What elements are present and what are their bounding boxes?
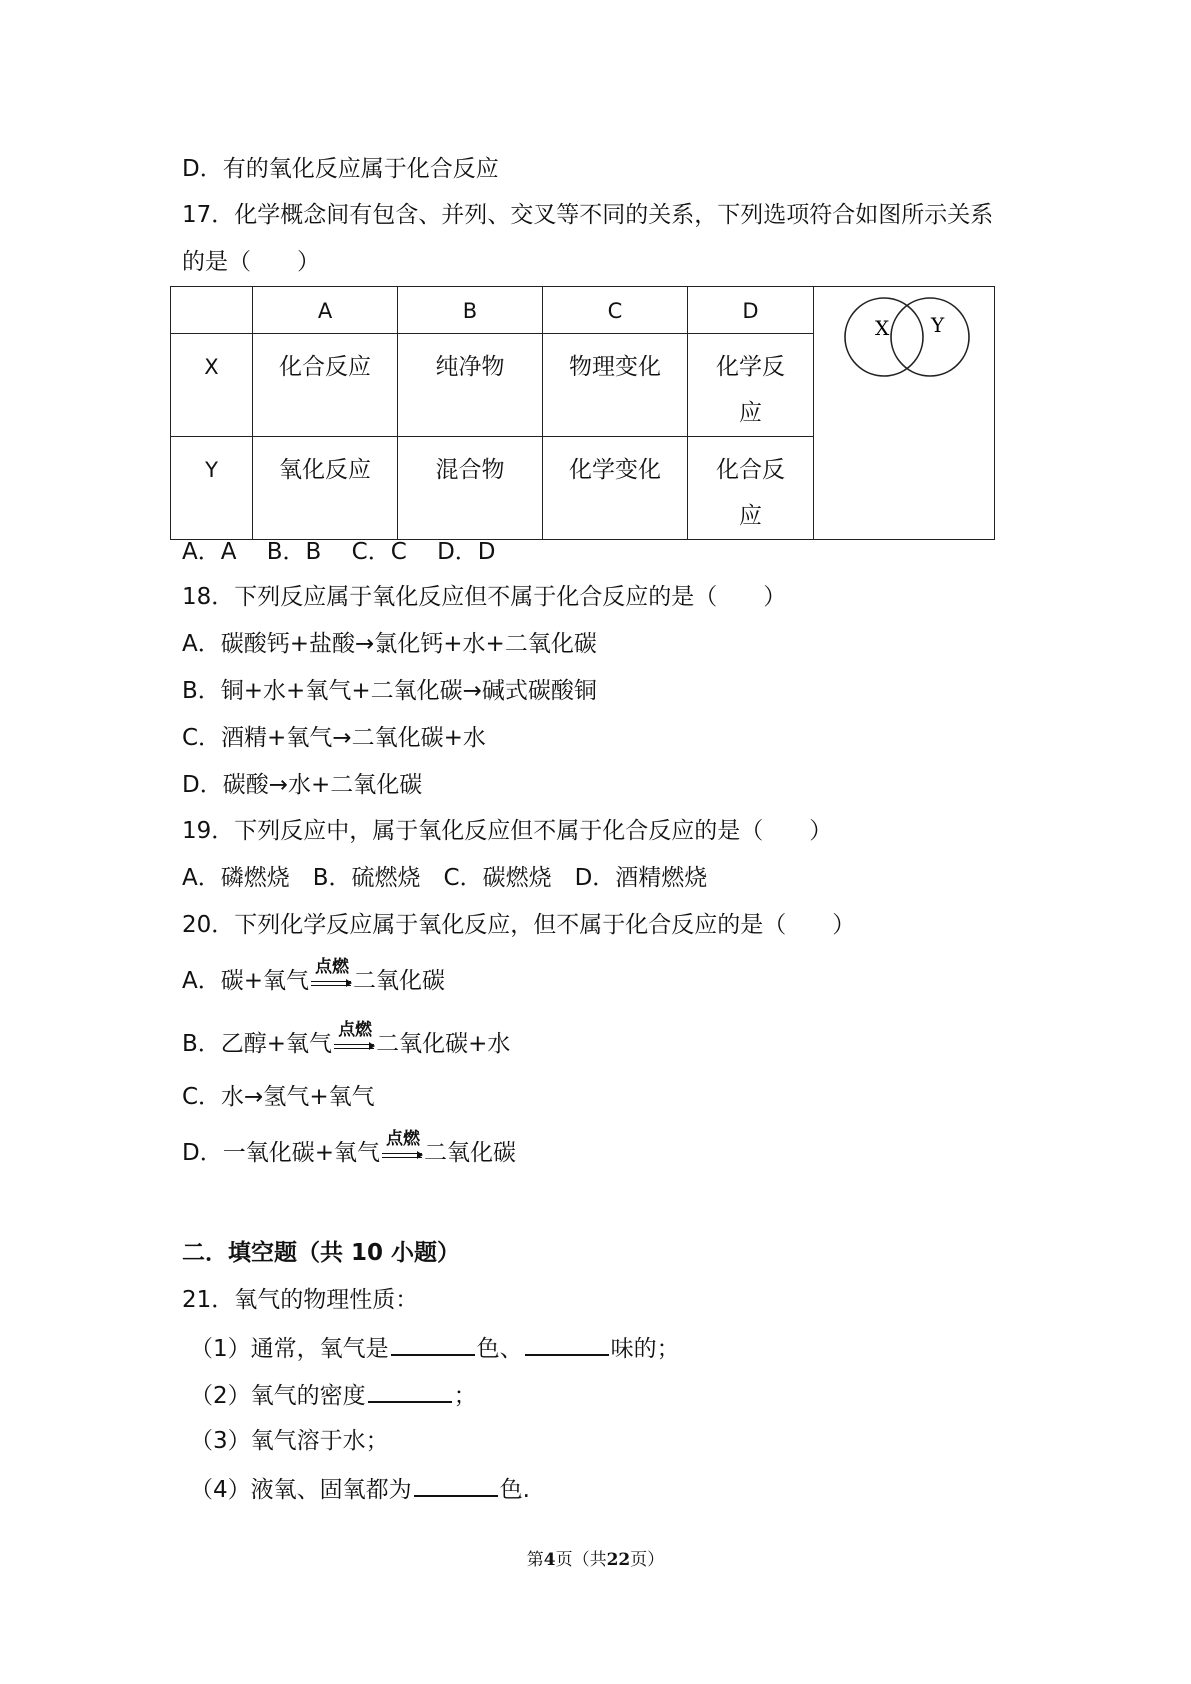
table-header-c: C [543,287,688,334]
answer-blank-smell[interactable] [525,1332,609,1356]
q21-2-text-b: ； [453,1383,477,1409]
condition-label: 点燃 [385,1129,420,1149]
q20b-reactants: B．乙醇+氧气 [182,1031,333,1057]
q19-stem: 19．下列反应中，属于氧化反应但不属于化合反应的是（ ） [182,818,833,844]
footer-suffix: 页） [630,1550,665,1570]
table-cell-x-d: 化学反 应 [688,334,814,437]
q21-2-text-a: （2）氧气的密度 [190,1383,366,1409]
q21-1-text-c: 味的； [610,1336,680,1362]
condition-label: 点燃 [315,957,350,977]
q21-1-text-a: （1）通常，氧气是 [190,1336,389,1362]
reaction-condition-arrow [380,1129,424,1168]
table-cell-x-b: 纯净物 [398,334,543,437]
q17-stem-line1: 17．化学概念间有包含、并列、交叉等不同的关系，下列选项符合如图所示关系 [182,202,994,228]
arrow-tip-icon [346,979,352,987]
q18-stem: 18．下列反应属于氧化反应但不属于化合反应的是（ ） [182,584,787,610]
q21-part-2 [190,1379,477,1411]
q21-part-1 [190,1332,680,1364]
q17-table [170,286,995,540]
table-row-label-x: X [171,334,253,437]
q16-option-d: D．有的氧化反应属于化合反应 [182,156,499,182]
table-header-empty [171,287,253,334]
q20b-products: 二氧化碳+水 [376,1031,511,1057]
q20-option-b [182,1020,511,1059]
q18-option-d: D．碳酸→水+二氧化碳 [182,772,423,798]
footer-total-pages: 22 [606,1550,631,1570]
table-cell-x-a: 化合反应 [253,334,398,437]
venn-label-y: Y [931,313,945,337]
q20a-products: 二氧化碳 [353,968,446,994]
footer-page-number: 4 [543,1550,556,1570]
condition-label: 点燃 [338,1020,373,1040]
reaction-condition-arrow [332,1020,376,1059]
footer-prefix: 第 [526,1550,544,1570]
section-2-title: 二．填空题（共 10 小题） [182,1240,461,1266]
arrow-tip-icon [417,1151,423,1159]
table-header-b: B [398,287,543,334]
table-row-label-y: Y [171,437,253,540]
venn-diagram [814,287,994,387]
q20-option-d [182,1129,516,1168]
table-header-a: A [253,287,398,334]
q21-4-text-a: （4）液氧、固氧都为 [190,1477,412,1503]
arrow-tip-icon [369,1042,375,1050]
q20-stem: 20．下列化学反应属于氧化反应，但不属于化合反应的是（ ） [182,912,856,938]
reaction-condition-arrow [309,957,353,996]
answer-blank-density[interactable] [368,1379,452,1403]
footer-mid: 页（共 [555,1550,607,1570]
q18-option-c: C．酒精+氧气→二氧化碳+水 [182,725,486,751]
q21-part-3: （3）氧气溶于水； [190,1428,389,1454]
table-cell-y-b: 混合物 [398,437,543,540]
q18-option-b: B．铜+水+氧气+二氧化碳→碱式碳酸铜 [182,678,597,704]
q17-stem-line2: 的是（ ） [182,249,320,275]
table-header-d: D [688,287,814,334]
q19-options: A．磷燃烧 B．硫燃烧 C．碳燃烧 D．酒精燃烧 [182,865,708,891]
q21-1-text-b: 色、 [476,1336,523,1362]
table-cell-y-a: 氧化反应 [253,437,398,540]
q21-4-text-b: 色. [499,1477,530,1503]
q21-part-4 [190,1473,530,1505]
q20-option-a [182,957,446,996]
q18-option-a: A．碳酸钙+盐酸→氯化钙+水+二氧化碳 [182,631,597,657]
answer-blank-liquid-color[interactable] [414,1473,498,1497]
table-cell-x-c: 物理变化 [543,334,688,437]
q21-stem: 21．氧气的物理性质： [182,1287,419,1313]
q20-option-c: C．水→氢气+氧气 [182,1084,375,1110]
q20a-reactants: A．碳+氧气 [182,968,310,994]
table-cell-y-d: 化合反 应 [688,437,814,540]
table-cell-y-c: 化学变化 [543,437,688,540]
page-footer [0,1545,1191,1570]
q20d-products: 二氧化碳 [423,1140,516,1166]
venn-circle-y [891,298,969,376]
q20d-reactants: D．一氧化碳+氧气 [182,1140,380,1166]
venn-diagram-cell [814,287,995,540]
venn-label-x: X [875,316,890,340]
answer-blank-color[interactable] [391,1332,475,1356]
q17-options: A．A B．B C．C D．D [182,539,496,565]
